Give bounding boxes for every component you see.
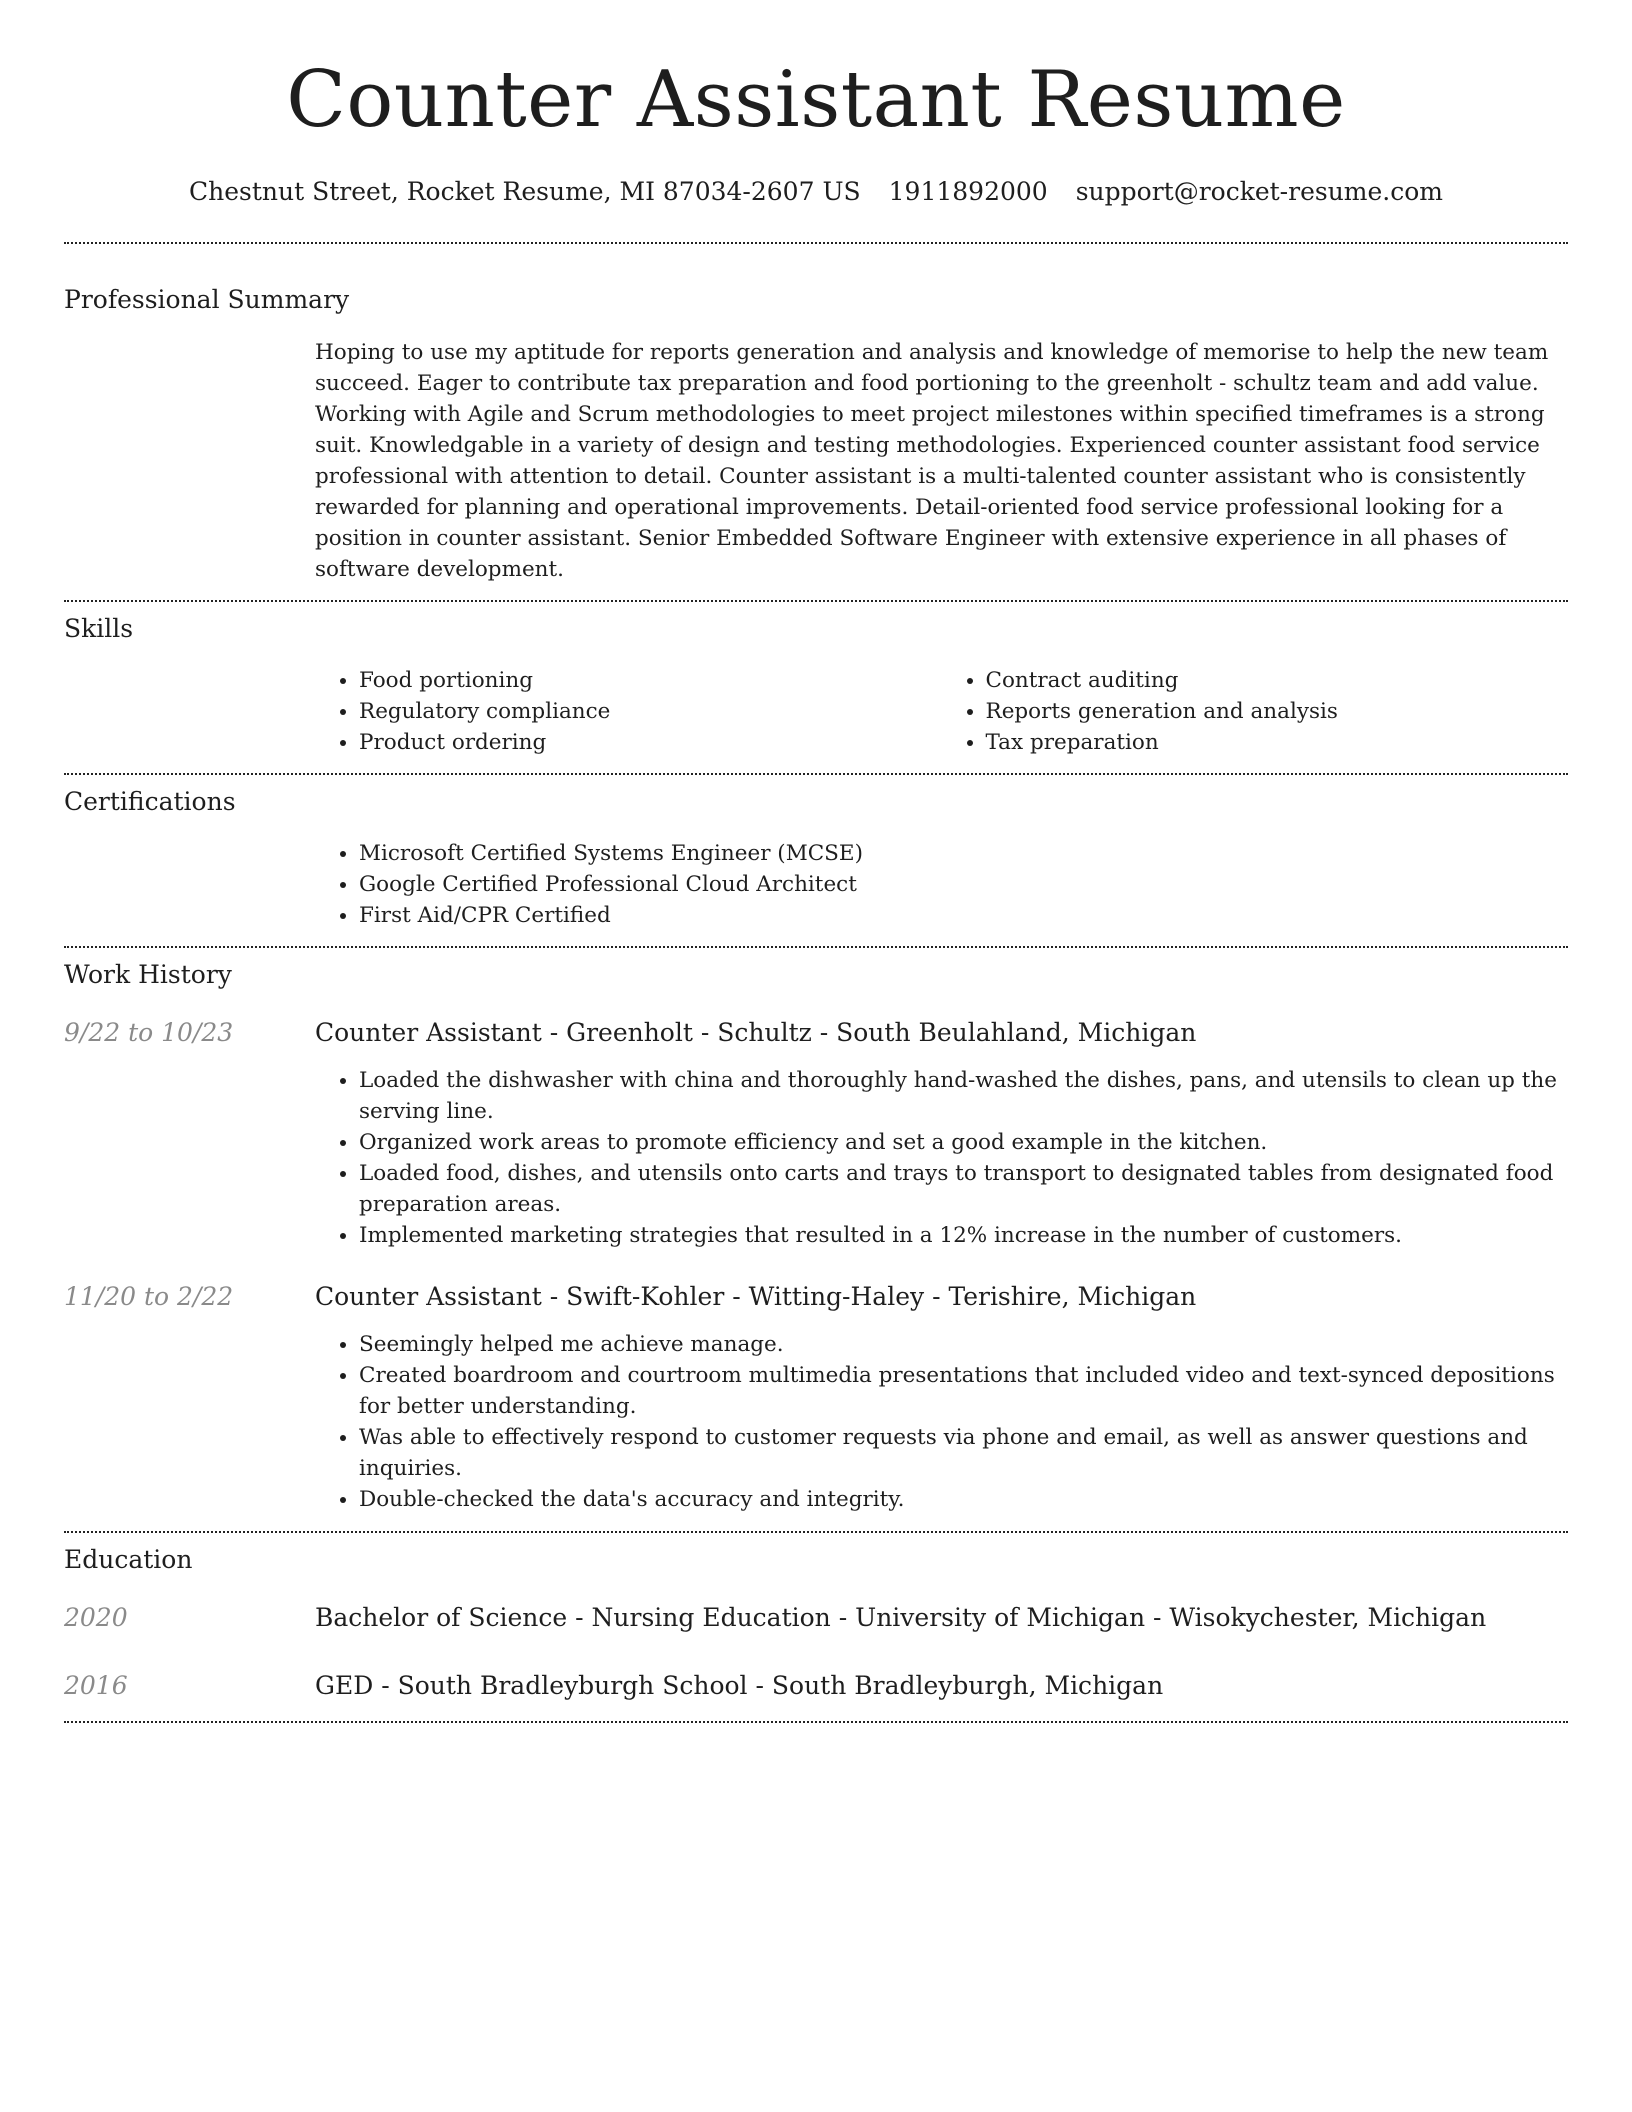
job-bullet: • Seemingly helped me achieve manage. <box>359 1329 1568 1360</box>
education-year: 2020 <box>64 1603 128 1632</box>
education-section <box>64 1533 1568 1702</box>
job-header <box>64 1017 1568 1049</box>
work-section <box>64 948 1568 1515</box>
certification-item: • Google Certified Professional Cloud Architect <box>359 869 1568 900</box>
job-header <box>64 1281 1568 1313</box>
job-entry <box>64 1017 1568 1251</box>
skill-item: • Food portioning <box>359 665 942 696</box>
skills-heading: Skills <box>64 614 134 643</box>
education-detail: Bachelor of Science - Nursing Education - University of Michigan - Wisokychester, Michigan <box>315 1603 1487 1632</box>
summary-text: Hoping to use my aptitude for reports generation and analysis and knowledge of memorise to help the new team succeed. Eager to contribute tax preparation and food portioning to the greenholt - schultz team and add value. Working with Agile and Scrum methodologies to meet project milestones within specified timeframes is a strong suit. Knowledgable in a variety of design and testing methodologies. Experienced counter assistant food service professional with attention to detail. Counter assistant is a multi-talented counter assistant who is consistently rewarded for planning and operational improvements. Detail-oriented food service professional looking for a position in counter assistant. Senior Embedded Software Engineer with extensive experience in all phases of software development. <box>315 340 1549 582</box>
job-bullet: • Double-checked the data's accuracy and integrity. <box>359 1484 1568 1515</box>
certifications-list <box>315 838 1568 931</box>
skills-section <box>64 602 1568 758</box>
skill-item: • Regulatory compliance <box>359 696 942 727</box>
education-year: 2016 <box>64 1671 128 1700</box>
skill-item: • Product ordering <box>359 727 942 758</box>
job-entry <box>64 1281 1568 1515</box>
job-bullet-list <box>315 1065 1568 1251</box>
divider <box>64 1721 1568 1723</box>
summary-section <box>64 244 1568 585</box>
certifications-body <box>315 838 1568 931</box>
contact-phone: 1911892000 <box>888 177 1048 206</box>
contact-line <box>64 176 1568 208</box>
job-bullet: • Was able to effectively respond to customer requests via phone and email, as well as answer questions and inquiries. <box>359 1422 1568 1484</box>
skills-list <box>315 665 1568 758</box>
certifications-heading: Certifications <box>64 787 236 816</box>
job-bullet: • Created boardroom and courtroom multimedia presentations that included video and text-synced depositions for better understanding. <box>359 1360 1568 1422</box>
education-entry <box>64 1670 1568 1702</box>
certifications-section <box>64 775 1568 931</box>
certification-item: • First Aid/CPR Certified <box>359 900 1568 931</box>
job-bullet: • Loaded food, dishes, and utensils onto carts and trays to transport to designated tables from designated food preparation areas. <box>359 1158 1568 1220</box>
education-detail: GED - South Bradleyburgh School - South Bradleyburgh, Michigan <box>315 1671 1164 1700</box>
skill-item: • Tax preparation <box>986 727 1569 758</box>
contact-email: support@rocket-resume.com <box>1075 177 1444 206</box>
job-title: Counter Assistant - Greenholt - Schultz - South Beulahland, Michigan <box>315 1018 1197 1047</box>
education-heading: Education <box>64 1545 193 1574</box>
summary-body <box>315 337 1568 585</box>
skills-column-right <box>942 665 1569 758</box>
job-bullet: • Loaded the dishwasher with china and thoroughly hand-washed the dishes, pans, and utensils to clean up the serving line. <box>359 1065 1568 1127</box>
skills-column-left <box>315 665 942 758</box>
resume-title: Counter Assistant Resume <box>286 55 1346 145</box>
job-title: Counter Assistant - Swift-Kohler - Witting-Haley - Terishire, Michigan <box>315 1282 1197 1311</box>
job-dates: 9/22 to 10/23 <box>64 1018 234 1047</box>
job-dates: 11/20 to 2/22 <box>64 1282 234 1311</box>
job-bullets <box>315 1065 1568 1251</box>
skill-item: • Contract auditing <box>986 665 1569 696</box>
work-heading: Work History <box>64 960 232 989</box>
job-bullets <box>315 1329 1568 1515</box>
certification-item: • Microsoft Certified Systems Engineer (MCSE) <box>359 838 1568 869</box>
job-bullet: • Implemented marketing strategies that resulted in a 12% increase in the number of customers. <box>359 1220 1568 1251</box>
summary-heading: Professional Summary <box>64 285 350 314</box>
contact-address: Chestnut Street, Rocket Resume, MI 87034-2607 US <box>188 177 861 206</box>
skill-item: • Reports generation and analysis <box>986 696 1569 727</box>
job-bullet: • Organized work areas to promote efficiency and set a good example in the kitchen. <box>359 1127 1568 1158</box>
job-bullet-list <box>315 1329 1568 1515</box>
education-entry <box>64 1602 1568 1634</box>
